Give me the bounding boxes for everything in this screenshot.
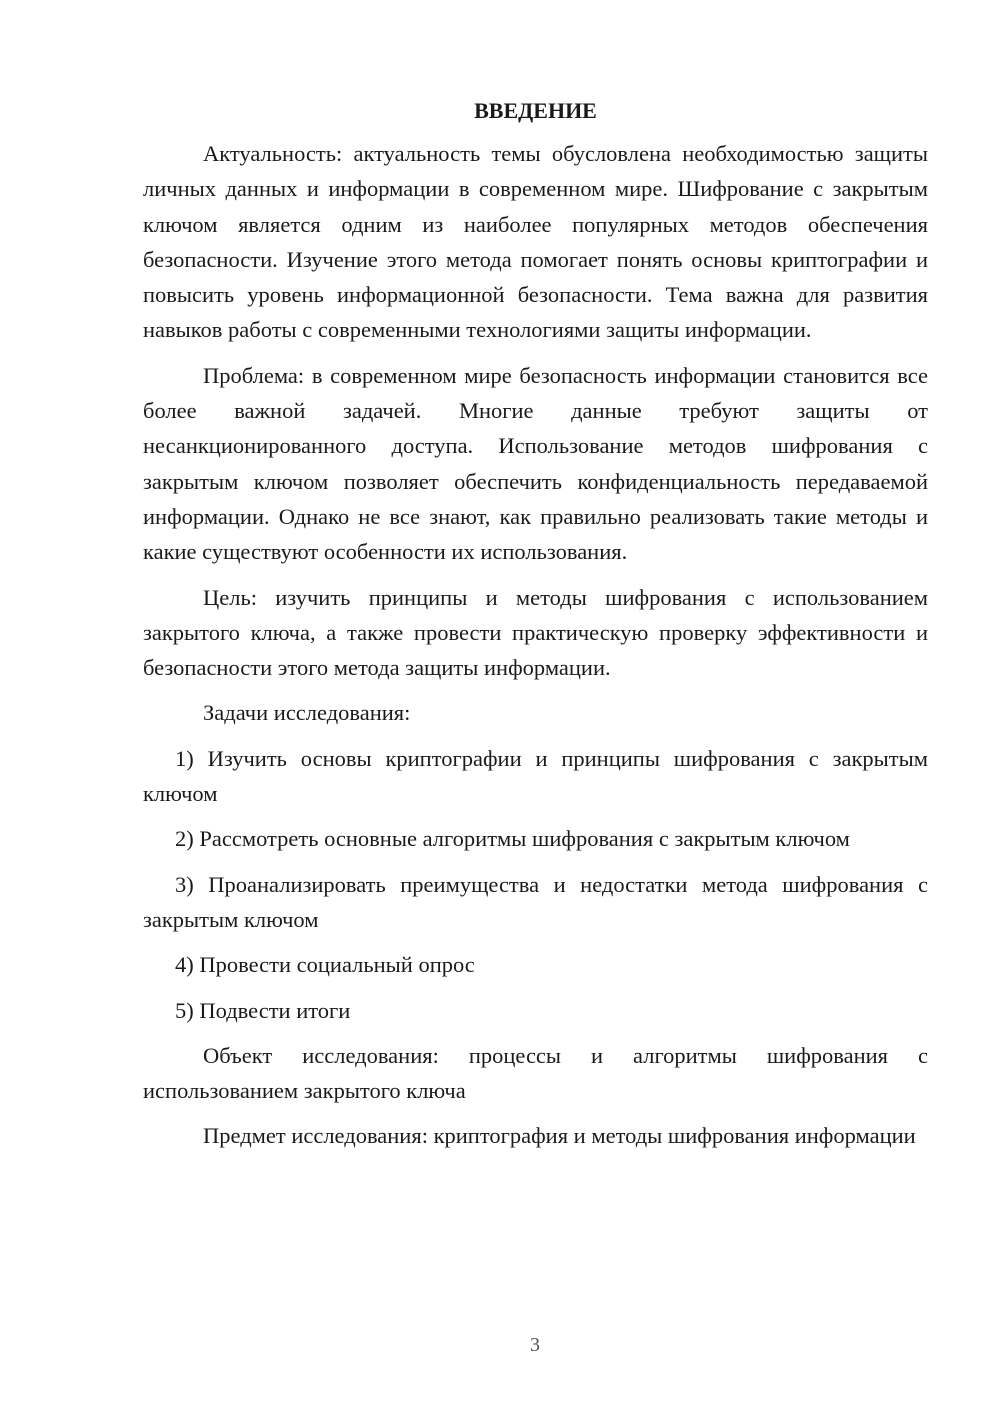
page-number: 3 [530,1334,540,1356]
relevance-paragraph: Актуальность: актуальность темы обусловлена необходимостью защиты личных данных и информации в современном мире. Шифрование с закрытым ключом является одним из наиболее популярных методов обеспечения безопасности. Изучение этого метода помогает понять основы криптографии и повысить уровень информационной безопасности. Тема важна для развития навыков работы с современными технологиями защиты информации. [143,141,928,343]
task-item-2: 2) Рассмотреть основные алгоритмы шифрования с закрытым ключом [175,826,850,852]
task-item-3: 3) Проанализировать преимущества и недостатки метода шифрования с закрытым ключом [143,871,928,932]
subject-paragraph: Предмет исследования: криптография и методы шифрования информации [203,1123,916,1149]
document-page [143,96,928,1164]
problem-paragraph: Проблема: в современном мире безопасность информации становится все более важной задачей. Многие данные требуют защиты от несанкционированного доступа. Использование методов шифрования с закрытым ключом позволяет обеспечить конфиденциальность передаваемой информации. Однако не все знают, как правильно реализовать такие методы и какие существуют особенности их использования. [143,362,928,565]
goal-paragraph: Цель: изучить принципы и методы шифрования с использованием закрытого ключа, а также провести практическую проверку эффективности и безопасности этого метода защиты информации. [143,584,928,681]
task-item-1: 1) Изучить основы криптографии и принципы шифрования с закрытым ключом [143,745,928,807]
task-item-5: 5) Подвести итоги [175,997,351,1023]
task-item-4: 4) Провести социальный опрос [175,952,475,978]
page-title: ВВЕДЕНИЕ [474,98,597,123]
object-paragraph: Объект исследования: процессы и алгоритмы шифрования с использованием закрытого ключа [143,1042,928,1104]
tasks-heading: Задачи исследования: [203,700,411,726]
